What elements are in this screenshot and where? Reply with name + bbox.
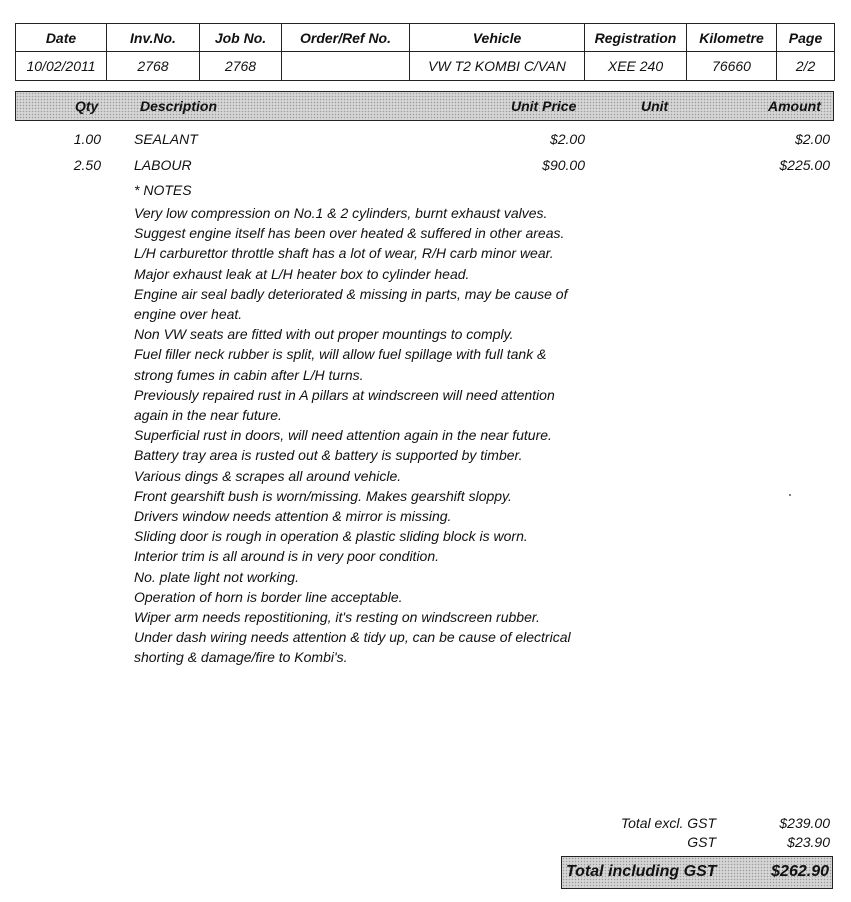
- info-value-row: [16, 52, 835, 81]
- gst-label: GST: [687, 834, 716, 850]
- note-line: Major exhaust leak at L/H heater box to cylinder head.: [134, 265, 470, 282]
- note-line: Very low compression on No.1 & 2 cylinders, burnt exhaust valves.: [134, 205, 548, 221]
- note-line: No. plate light not working.: [134, 568, 299, 585]
- line-unit-price: $2.00: [549, 131, 585, 147]
- line-qty: 2.50: [73, 157, 101, 173]
- note-line: L/H carburettor throttle shaft has a lot of wear, R/H carb minor wear.: [134, 245, 554, 262]
- job-number-value: 2768: [200, 52, 282, 81]
- amount-column-header: Amount: [768, 98, 821, 114]
- note-line: Under dash wiring needs attention & tidy up, can be cause of electrical: [134, 629, 571, 646]
- note-line: Non VW seats are fitted with out proper mountings to comply.: [134, 326, 514, 343]
- note-line: Wiper arm needs repostitioning, it's resting on windscreen rubber.: [134, 609, 540, 626]
- notes-title: * NOTES: [134, 182, 192, 198]
- note-line: Front gearshift bush is worn/missing. Makes gearshift sloppy.: [134, 487, 512, 504]
- note-line: Superficial rust in doors, will need attention again in the near future.: [134, 427, 552, 444]
- order-ref-value: [282, 52, 410, 81]
- unit-price-column-header: Unit Price: [511, 98, 577, 114]
- info-header-row: [16, 24, 835, 52]
- note-line: Suggest engine itself has been over heated & suffered in other areas.: [134, 225, 565, 242]
- vehicle-header: Vehicle: [410, 24, 585, 52]
- note-line: strong fumes in cabin after L/H turns.: [134, 366, 364, 383]
- note-line: Battery tray area is rusted out & battery is supported by timber.: [134, 447, 523, 464]
- note-line: Sliding door is rough in operation & plastic sliding block is worn.: [134, 528, 528, 545]
- note-line: Various dings & scrapes all around vehicle.: [134, 467, 402, 484]
- invoice-number-header: Inv.No.: [107, 24, 200, 52]
- note-line: Engine air seal badly deteriorated & missing in parts, may be cause of: [134, 285, 568, 302]
- job-number-header: Job No.: [200, 24, 282, 52]
- registration-value: XEE 240: [585, 52, 687, 81]
- total-including-gst-box: [561, 856, 833, 889]
- page-value: 2/2: [777, 52, 835, 81]
- note-line: shorting & damage/fire to Kombi's.: [134, 649, 348, 666]
- line-amount: $2.00: [794, 131, 830, 147]
- total-incl-gst-value: $262.90: [771, 863, 829, 880]
- description-column-header: Description: [140, 98, 218, 114]
- gst-value: $23.90: [787, 834, 830, 850]
- note-line: Drivers window needs attention & mirror is missing.: [134, 508, 452, 525]
- note-line: Operation of horn is border line acceptable.: [134, 588, 403, 605]
- registration-header: Registration: [585, 24, 687, 52]
- note-line: again in the near future.: [134, 407, 282, 424]
- invoice-number-value: 2768: [107, 52, 200, 81]
- notes-list: [134, 203, 654, 668]
- line-items-header: [15, 91, 834, 121]
- line-unit-price: $90.00: [542, 157, 585, 173]
- unit-column-header: Unit: [641, 98, 669, 114]
- total-excl-gst-label: Total excl. GST: [620, 815, 716, 831]
- total-incl-gst-label: Total including GST: [566, 863, 717, 880]
- stray-mark: [789, 494, 791, 496]
- kilometre-value: 76660: [687, 52, 777, 81]
- kilometre-header: Kilometre: [687, 24, 777, 52]
- date-header: Date: [16, 24, 107, 52]
- total-excl-gst-value: $239.00: [779, 815, 830, 831]
- vehicle-value: VW T2 KOMBI C/VAN: [410, 52, 585, 81]
- note-line: Previously repaired rust in A pillars at windscreen will need attention: [134, 386, 555, 403]
- qty-column-header: Qty: [75, 98, 99, 114]
- note-line: Interior trim is all around is in very poor condition.: [134, 548, 440, 565]
- line-qty: 1.00: [73, 131, 101, 147]
- page-header: Page: [777, 24, 835, 52]
- invoice-info-table: [15, 23, 835, 81]
- line-description: LABOUR: [134, 157, 192, 173]
- date-value: 10/02/2011: [16, 52, 107, 81]
- order-ref-header: Order/Ref No.: [282, 24, 410, 52]
- line-description: SEALANT: [134, 131, 198, 147]
- line-amount: $225.00: [779, 157, 830, 173]
- note-line: Fuel filler neck rubber is split, will allow fuel spillage with full tank &: [134, 346, 547, 363]
- note-line: engine over heat.: [134, 306, 243, 323]
